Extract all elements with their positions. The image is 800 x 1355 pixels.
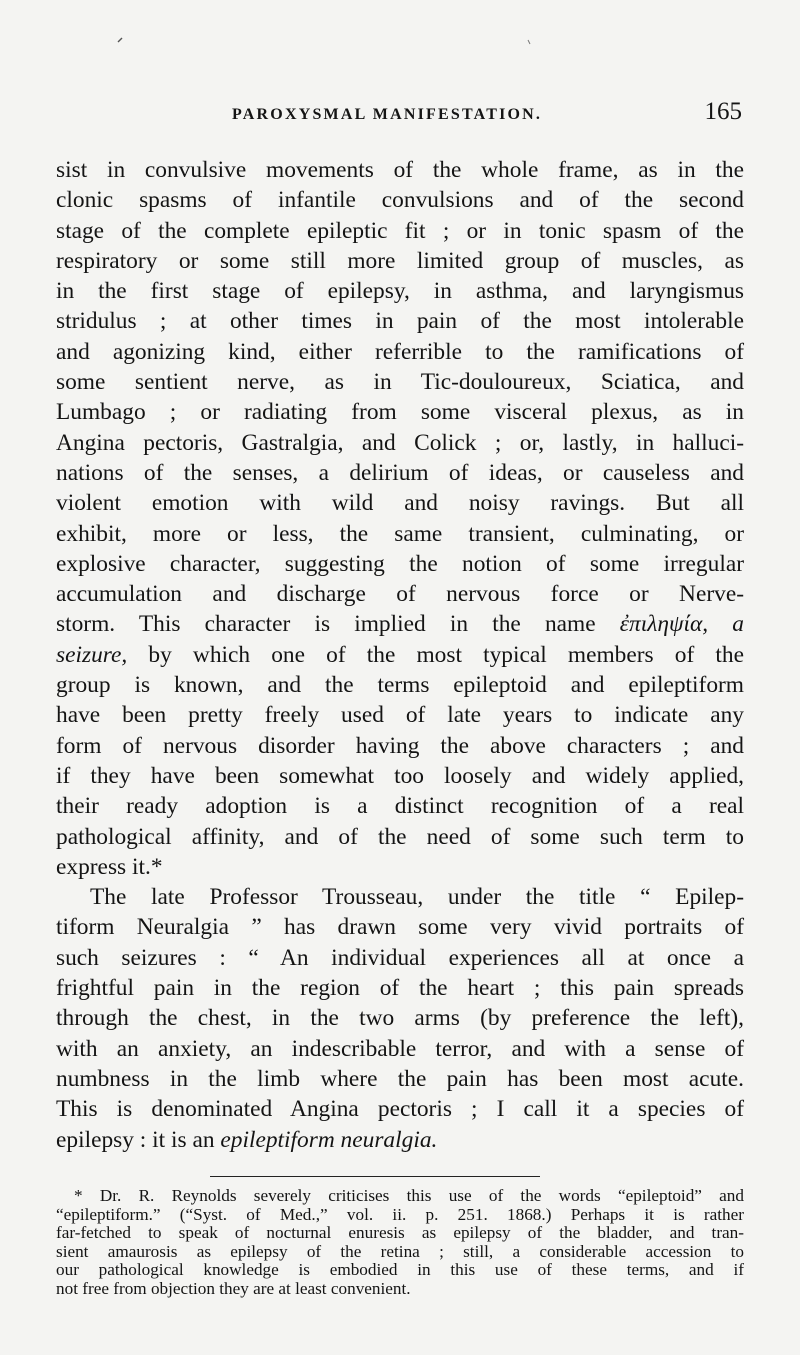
- speck-mark: [118, 38, 122, 42]
- text-line: stridulus ; at other times in pain of the most intolerable: [56, 308, 744, 335]
- page-header: [232, 100, 742, 130]
- text-line: if they have been somewhat too loosely and widely applied,: [56, 762, 744, 789]
- text-line: tiform Neuralgia ” has drawn some very vivid portraits of: [56, 914, 744, 941]
- footnote: [56, 1187, 744, 1299]
- text-line: explosive character, suggesting the notion of some irregular: [56, 550, 744, 577]
- running-head: PAROXYSMAL MANIFESTATION.: [232, 106, 543, 123]
- footnote-line: sient amaurosis as epilepsy of the retina ; still, a considerable accession to: [56, 1241, 744, 1261]
- text-line: [56, 640, 744, 670]
- text-line: have been pretty freely used of late years to indicate any: [56, 702, 744, 729]
- speck-mark: [528, 40, 530, 44]
- italic-phrase: epileptiform neuralgia.: [220, 1126, 438, 1153]
- text-line: through the chest, in the two arms (by preference the left),: [56, 1005, 744, 1032]
- body-text: [56, 155, 744, 1155]
- text-line: such seizures : “ An individual experiences all at once a: [56, 944, 744, 971]
- greek-word: ἐπιληψία, a: [619, 611, 744, 638]
- page-number: 165: [704, 98, 742, 125]
- text-line: their ready adoption is a distinct recognition of a real: [56, 793, 744, 820]
- text-line: clonic spasms of infantile convulsions and of the second: [56, 187, 744, 214]
- text-line: pathological affinity, and of the need of some such term to: [56, 823, 744, 850]
- text-line: some sentient nerve, as in Tic-douloureux, Sciatica, and: [56, 369, 744, 396]
- footnote-line: our pathological knowledge is embodied in this use of these terms, and if: [56, 1260, 744, 1280]
- text-line-paragraph-start: The late Professor Trousseau, under the title “ Epilep-: [90, 884, 744, 911]
- text-line: accumulation and discharge of nervous force or Nerve-: [56, 581, 744, 608]
- text-line: with an anxiety, an indescribable terror, and with a sense of: [56, 1035, 744, 1062]
- italic-word: seizure,: [56, 641, 128, 668]
- text-line-paragraph-end: express it.*: [56, 853, 163, 880]
- text-line: violent emotion with wild and noisy ravings. But all: [56, 490, 744, 517]
- text-line: numbness in the limb where the pain has been most acute.: [56, 1065, 744, 1092]
- text-line: sist in convulsive movements of the whole frame, as in the: [56, 157, 744, 183]
- text-segment: by which one of the most typical members of the: [127, 641, 744, 668]
- text-line: Angina pectoris, Gastralgia, and Colick ; or, lastly, in halluci-: [56, 429, 744, 456]
- text-line: in the first stage of epilepsy, in asthma, and laryngismus: [56, 278, 744, 305]
- text-line: [56, 609, 744, 639]
- text-segment: storm. This character is implied in the name: [56, 611, 620, 638]
- text-line: form of nervous disorder having the above characters ; and: [56, 732, 744, 759]
- text-line: group is known, and the terms epileptoid and epileptiform: [56, 672, 744, 699]
- text-line: exhibit, more or less, the same transient, culminating, or: [56, 520, 744, 547]
- text-segment: epilepsy : it is an: [56, 1126, 221, 1153]
- text-line: stage of the complete epileptic fit ; or in tonic spasm of the: [56, 217, 744, 244]
- footnote-line: * Dr. R. Reynolds severely criticises this use of the words “epileptoid” and: [74, 1186, 744, 1205]
- text-line: nations of the senses, a delirium of ideas, or causeless and: [56, 459, 744, 486]
- text-line: frightful pain in the region of the heart ; this pain spreads: [56, 975, 744, 1002]
- text-line: Lumbago ; or radiating from some visceral plexus, as in: [56, 399, 744, 426]
- footnote-line-end: not free from objection they are at least convenient.: [56, 1278, 411, 1298]
- footnote-line: far-fetched to speak of nocturnal enuresis as epilepsy of the bladder, and tran-: [56, 1223, 744, 1243]
- text-line-paragraph-end: [56, 1125, 744, 1155]
- text-line: and agonizing kind, either referrible to the ramifications of: [56, 338, 744, 365]
- footnote-rule: [210, 1176, 540, 1177]
- footnote-line: “epileptiform.” (“Syst. of Med.,” vol. ii. p. 251. 1868.) Perhaps it is rather: [56, 1204, 744, 1224]
- text-line: This is denominated Angina pectoris ; I call it a species of: [56, 1096, 744, 1123]
- text-line: respiratory or some still more limited group of muscles, as: [56, 247, 744, 274]
